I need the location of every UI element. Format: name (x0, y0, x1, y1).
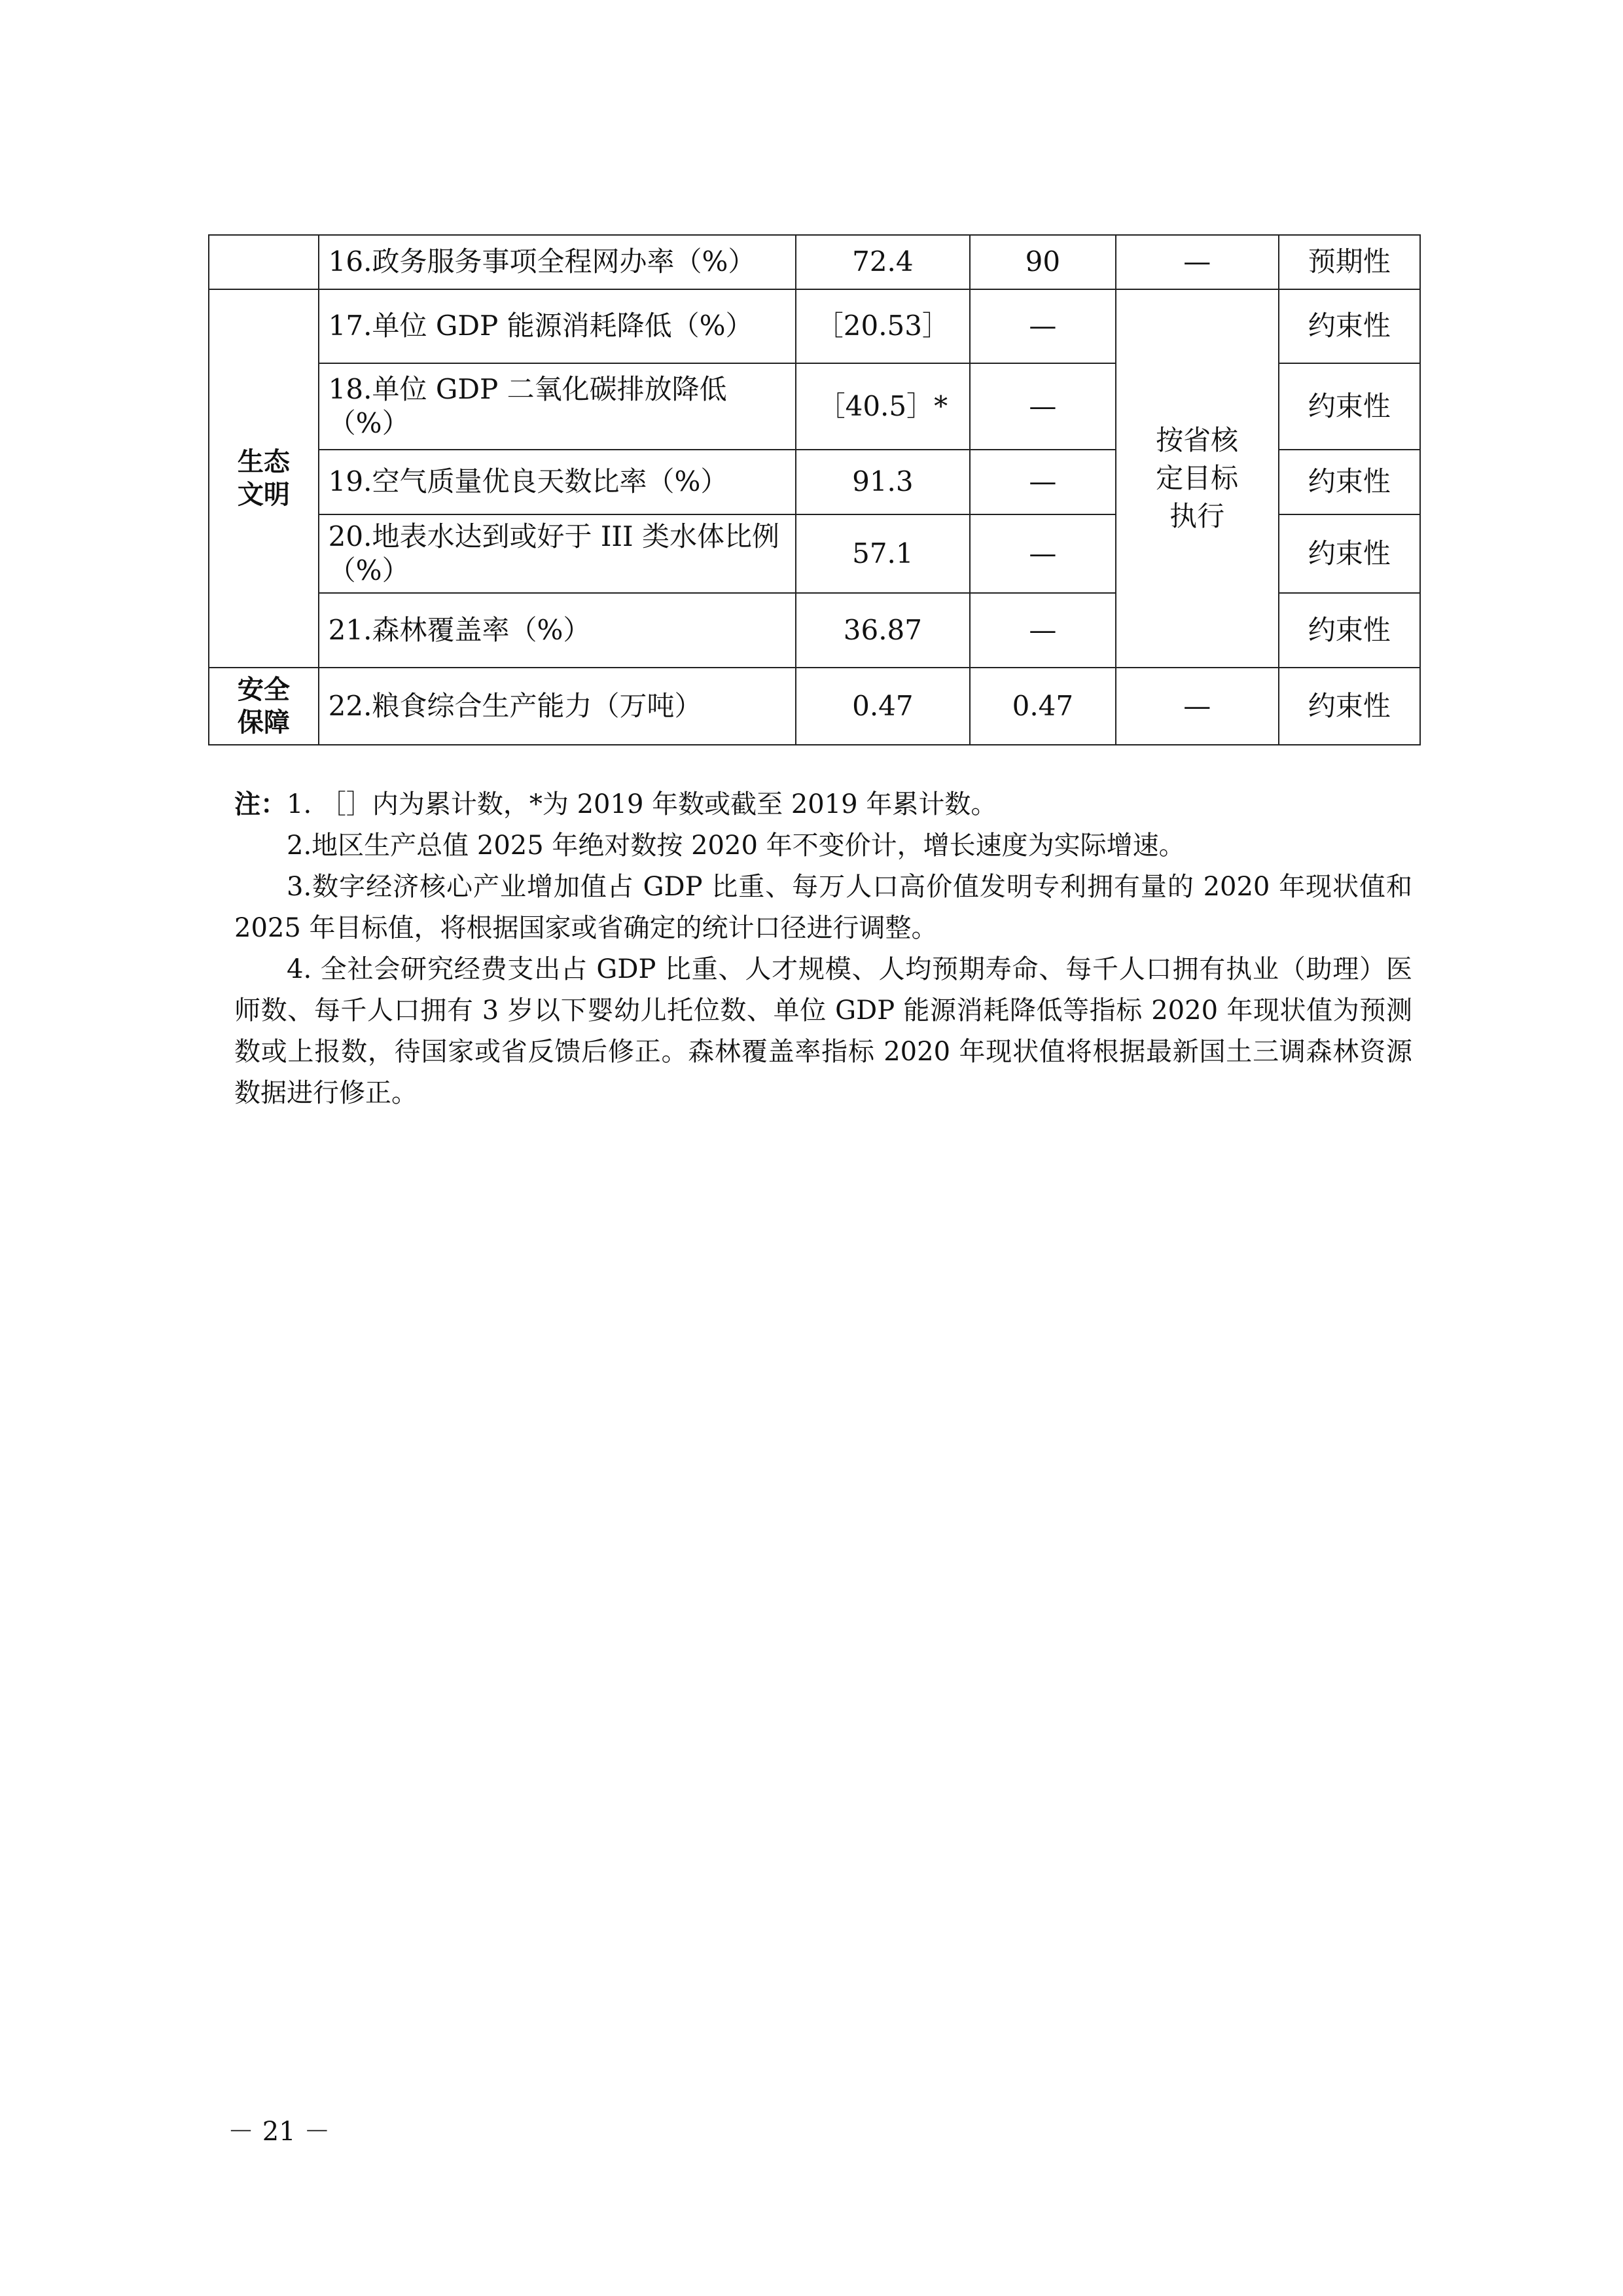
current-value-cell: ［40.5］* (796, 363, 970, 450)
attribute-cell: 约束性 (1279, 363, 1420, 450)
attribute-cell: 约束性 (1279, 450, 1420, 514)
indicators-table (208, 234, 1421, 745)
attribute-cell: 约束性 (1279, 289, 1420, 363)
category-line: 生态 (237, 447, 290, 477)
current-value-cell: 72.4 (796, 235, 970, 289)
current-value-cell: 91.3 (796, 450, 970, 514)
indicator-cell: 18.单位 GDP 二氧化碳排放降低（%） (319, 363, 796, 450)
note-cell: — (1116, 235, 1279, 289)
attribute-cell: 预期性 (1279, 235, 1420, 289)
attribute-cell: 约束性 (1279, 593, 1420, 668)
current-value-cell: ［20.53］ (796, 289, 970, 363)
indicator-cell: 19.空气质量优良天数比率（%） (319, 450, 796, 514)
note-text: 1. ［］内为累计数，*为 2019 年数或截至 2019 年累计数。 (287, 789, 997, 819)
current-value-cell: 57.1 (796, 514, 970, 593)
target-value-cell: — (970, 593, 1116, 668)
note-item: 2.地区生产总值 2025 年绝对数按 2020 年不变价计，增长速度为实际增速。 (287, 831, 1185, 861)
attribute-cell: 约束性 (1279, 668, 1420, 745)
page-number: － 21 － (228, 2117, 330, 2147)
notes-lead: 注： (234, 789, 287, 819)
current-value-cell: 36.87 (796, 593, 970, 668)
indicator-cell: 21.森林覆盖率（%） (319, 593, 796, 668)
merged-note-cell (1116, 289, 1279, 668)
target-value-cell: — (970, 450, 1116, 514)
category-cell-ecology (209, 289, 319, 668)
category-line: 保障 (237, 708, 290, 738)
table-notes (234, 784, 1412, 1114)
merged-note-text: 按省核定目标执行 (1156, 424, 1239, 532)
indicator-cell: 20.地表水达到或好于 III 类水体比例（%） (319, 514, 796, 593)
note-cell: — (1116, 668, 1279, 745)
category-cell-safety (209, 668, 319, 745)
target-value-cell: — (970, 363, 1116, 450)
category-line: 文明 (237, 480, 290, 510)
target-value-cell: 90 (970, 235, 1116, 289)
table-row (209, 235, 1420, 289)
current-value-cell: 0.47 (796, 668, 970, 745)
table-row (209, 289, 1420, 363)
category-cell-empty (209, 235, 319, 289)
note-item: 4. 全社会研究经费支出占 GDP 比重、人才规模、人均预期寿命、每千人口拥有执业（助理）医师数、每千人口拥有 3 岁以下婴幼儿托位数、单位 GDP 能源消耗降低等指标 2020 年现状值为预测数或上报数，待国家或省反馈后修正。森林覆盖率指标 2020 年现状值将根据最新国土三调森林资源数据进行修正。 (234, 954, 1412, 1108)
indicator-cell: 22.粮食综合生产能力（万吨） (319, 668, 796, 745)
attribute-cell: 约束性 (1279, 514, 1420, 593)
note-item: 3.数字经济核心产业增加值占 GDP 比重、每万人口高价值发明专利拥有量的 2020 年现状值和 2025 年目标值，将根据国家或省确定的统计口径进行调整。 (234, 872, 1412, 943)
target-value-cell: 0.47 (970, 668, 1116, 745)
indicator-cell: 17.单位 GDP 能源消耗降低（%） (319, 289, 796, 363)
target-value-cell: — (970, 514, 1116, 593)
table-row (209, 668, 1420, 745)
indicator-cell: 16.政务服务事项全程网办率（%） (319, 235, 796, 289)
target-value-cell: — (970, 289, 1116, 363)
note-item (234, 784, 1412, 825)
category-line: 安全 (237, 675, 290, 705)
